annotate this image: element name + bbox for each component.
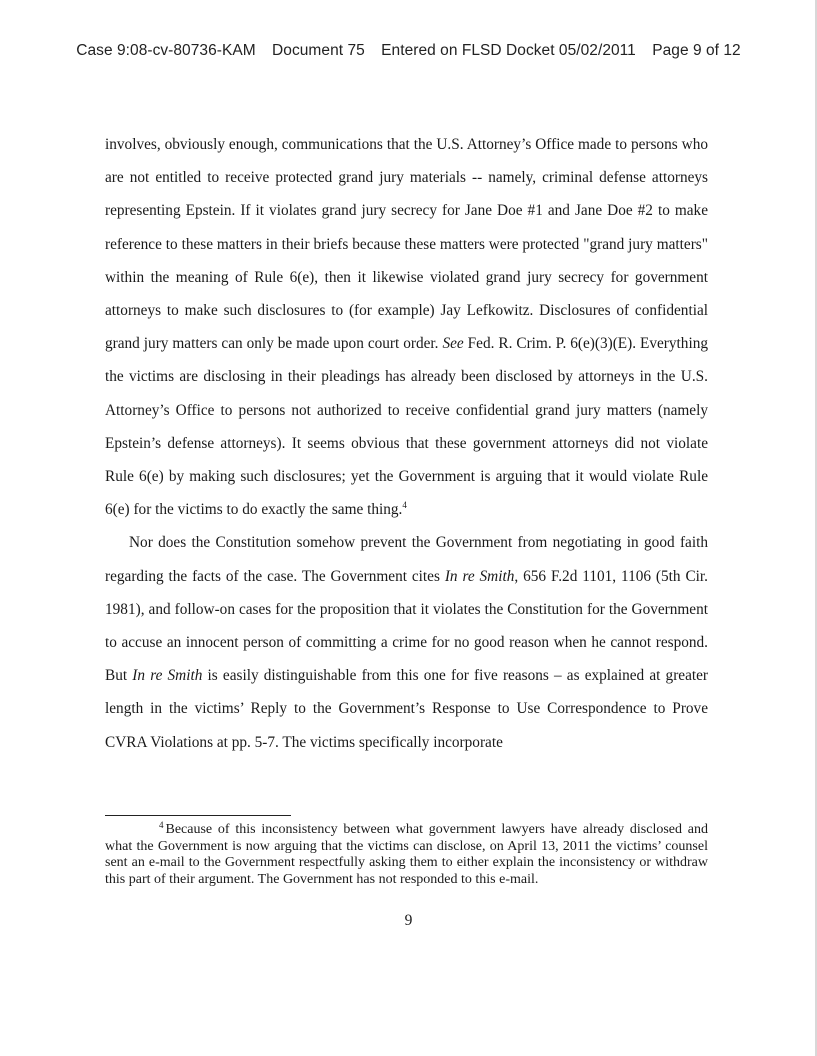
- paragraph-2-part-3: is easily distinguishable from this one for five reasons – as explained at greater length in the victims’ Reply to the Government’s Response to Use Correspondence to Prove CVRA Violations at pp. 5-7. The victims specifically incorporate: [105, 667, 709, 751]
- footnote-divider: [105, 815, 291, 816]
- paragraph-1-part-1: involves, obviously enough, communications that the U.S. Attorney’s Office made to persons who are not entitled to receive protected grand jury materials -- namely, criminal defense attorneys representing Epstein. If it violates grand jury secrecy for Jane Doe #1 and Jane Doe #2 to make reference to these matters in their briefs because these matters were protected "grand jury matters" within the meaning of Rule 6(e), then it likewise violated grand jury secrecy for government attorneys to make such disclosures to (for example) Jay Lefkowitz. Disclosures of confidential grand jury matters can only be made upon court order.: [105, 136, 708, 353]
- footnote-number: 4: [159, 820, 164, 830]
- paragraph-1-part-2: Fed. R. Crim. P. 6(e)(3)(E). Everything the victims are disclosing in their pleadings has already been disclosed by attorneys in the U.S. Attorney’s Office to persons not authorized to receive confidential grand jury matters (namely Epstein’s defense attorneys). It seems obvious that these government attorneys did not violate Rule 6(e) by making such disclosures; yet the Government is arguing that it would violate Rule 6(e) for the victims to do exactly the same thing.: [105, 335, 708, 519]
- header-entered-date: Entered on FLSD Docket 05/02/2011: [381, 42, 636, 59]
- footnote-text: Because of this inconsistency between what government lawyers have already disclosed and what the Government is now arguing that the victims can disclose, on April 13, 2011 the victims’ counsel sent an e-mail to the Government respectfully asking them to either explain the inconsistency or withdraw this part of their argument. The Government has not responded to this e-mail.: [105, 822, 708, 887]
- header-case-number: Case 9:08-cv-80736-KAM: [76, 42, 256, 59]
- body-text: [105, 128, 708, 759]
- paragraph-2-part-1: Nor does the Constitution somehow prevent the Government from negotiating in good faith regarding the facts of the case. The Government cites: [105, 534, 708, 585]
- paragraph-2: [105, 526, 708, 758]
- case-citation-in-re-smith-2: In re Smith: [132, 667, 203, 685]
- footnote-reference: 4: [402, 500, 407, 511]
- docket-header: [0, 42, 817, 60]
- header-page-count: Page 9 of 12: [652, 42, 741, 59]
- paragraph-1: [105, 128, 708, 526]
- page-number: 9: [404, 912, 413, 929]
- signal-see: See: [442, 335, 464, 353]
- footnote-paragraph: [105, 822, 708, 888]
- header-document-number: Document 75: [272, 42, 365, 59]
- footnote: [105, 822, 708, 888]
- paragraph-2-part-2: , 656 F.2d 1101, 1106 (5th Cir. 1981), and follow-on cases for the proposition that it violates the Constitution for the Government to accuse an innocent person of committing a crime for no good reason when he cannot respond. But: [105, 567, 708, 685]
- case-citation-in-re-smith: In re Smith: [444, 567, 515, 585]
